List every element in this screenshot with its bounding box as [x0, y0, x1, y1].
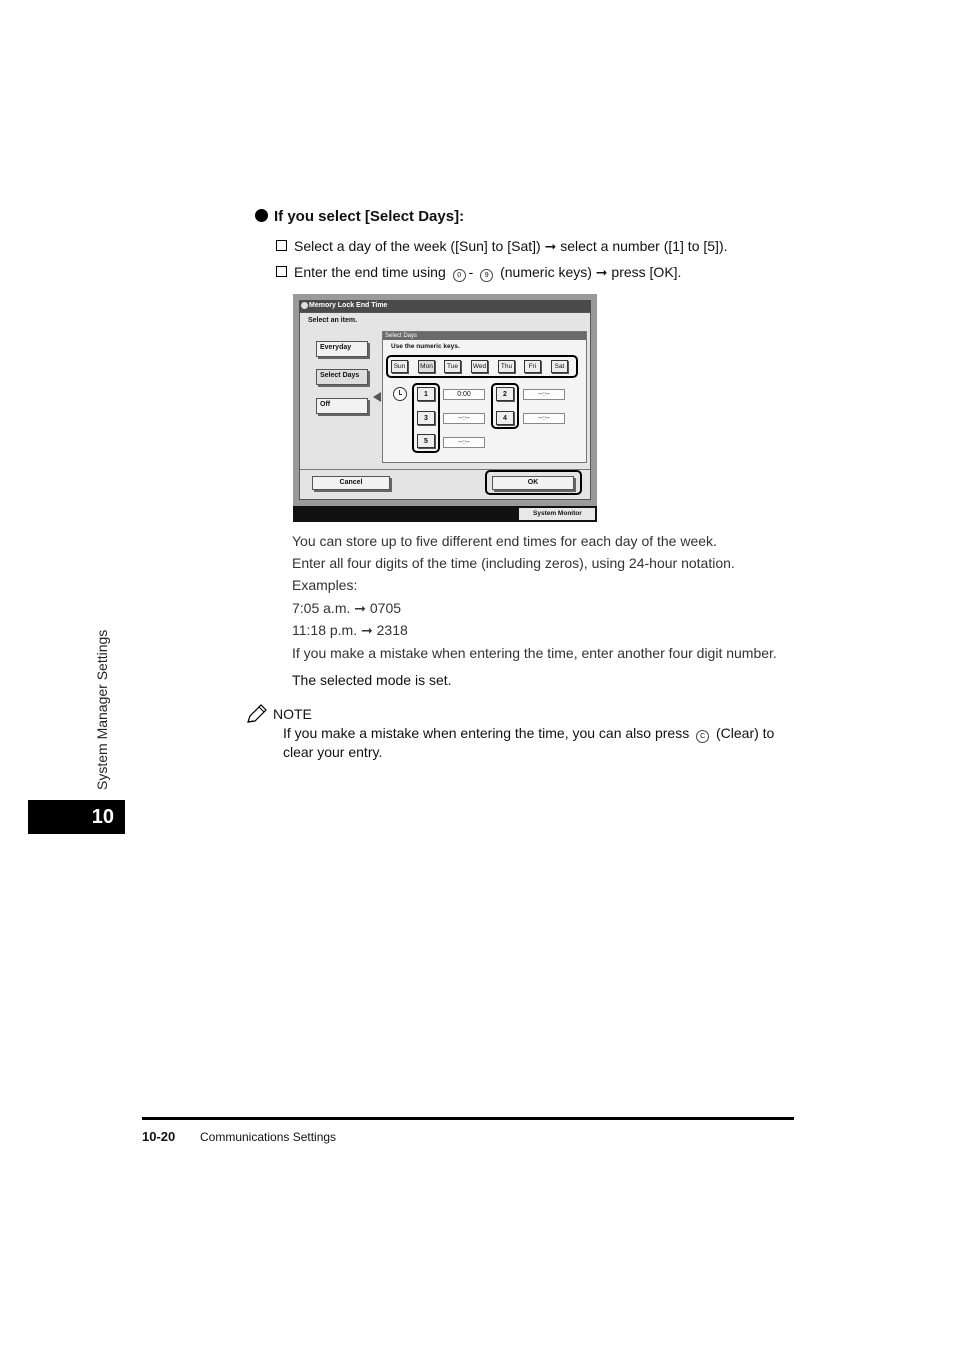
numeric-keys-hint: Use the numeric keys. [391, 343, 460, 350]
body-line-1: You can store up to five different end times for each day of the week. [292, 533, 717, 549]
day-button-thu[interactable]: Thu [498, 360, 515, 373]
checkbox-icon [276, 240, 287, 251]
time-field-1[interactable]: 0:00 [443, 389, 485, 400]
everyday-button[interactable]: Everyday [316, 341, 368, 357]
select-days-button[interactable]: Select Days [316, 369, 368, 385]
day-button-sun[interactable]: Sun [391, 360, 408, 373]
bullet-icon [255, 209, 268, 222]
select-label: Select an item. [308, 317, 358, 324]
note-label: NOTE [273, 706, 312, 722]
slot-button-3[interactable]: 3 [417, 411, 435, 425]
footer-title: Communications Settings [200, 1130, 337, 1144]
screen-panel [299, 312, 591, 500]
system-monitor-button[interactable]: System Monitor [519, 508, 595, 520]
section-heading: If you select [Select Days]: [255, 208, 464, 225]
time-field-5[interactable]: --:-- [443, 437, 485, 448]
time-field-2[interactable]: --:-- [523, 389, 565, 400]
lock-icon [301, 302, 308, 309]
slot-button-5[interactable]: 5 [417, 434, 435, 448]
screen-title: Memory Lock End Time [309, 302, 388, 309]
day-button-sat[interactable]: Sat [551, 360, 568, 373]
step-1: Select a day of the week ([Sun] to [Sat]) ➞ select a number ([1] to [5]). [276, 238, 728, 255]
cancel-button[interactable]: Cancel [312, 476, 390, 490]
slot-button-2[interactable]: 2 [496, 387, 514, 401]
slot-button-1[interactable]: 1 [417, 387, 435, 401]
page-number: 10-20 [142, 1129, 176, 1144]
checkbox-icon [276, 266, 287, 277]
subpanel-title: Select Days [383, 332, 586, 340]
body-line-7: The selected mode is set. [292, 672, 452, 688]
ok-button[interactable]: OK [492, 476, 574, 490]
slot-button-4[interactable]: 4 [496, 411, 514, 425]
footer-rule [142, 1117, 794, 1120]
body-line-2: Enter all four digits of the time (including zeros), using 24-hour notation. [292, 555, 735, 571]
select-days-subpanel [382, 331, 587, 463]
pencil-icon [245, 703, 269, 725]
screen-titlebar [299, 300, 591, 312]
note-text: If you make a mistake when entering the time, you can also press C (Clear) to clear your entry. [283, 725, 775, 760]
day-button-wed[interactable]: Wed [471, 360, 488, 373]
off-button[interactable]: Off [316, 398, 368, 414]
body-line-4: 7:05 a.m. ➞ 0705 [292, 600, 402, 616]
key-0-icon: 0 [453, 269, 466, 282]
clock-icon [393, 387, 407, 401]
time-field-4[interactable]: --:-- [523, 413, 565, 424]
step-2: Enter the end time using 0 - 9 (numeric keys) ➞ press [OK]. [276, 264, 681, 282]
side-section-label: System Manager Settings [94, 629, 110, 790]
pointer-arrow-icon [373, 392, 381, 402]
time-field-3[interactable]: --:-- [443, 413, 485, 424]
day-button-fri[interactable]: Fri [524, 360, 541, 373]
chapter-tab: 10 [28, 800, 125, 834]
day-button-mon[interactable]: Mon [418, 360, 435, 373]
key-9-icon: 9 [480, 269, 493, 282]
clear-key-icon: C [696, 730, 709, 743]
device-screen [293, 294, 597, 522]
body-line-5: 11:18 p.m. ➞ 2318 [292, 622, 408, 638]
status-bar [293, 506, 597, 522]
body-line-6: If you make a mistake when entering the time, enter another four digit number. [292, 645, 777, 661]
body-line-3: Examples: [292, 577, 358, 593]
day-button-tue[interactable]: Tue [444, 360, 461, 373]
